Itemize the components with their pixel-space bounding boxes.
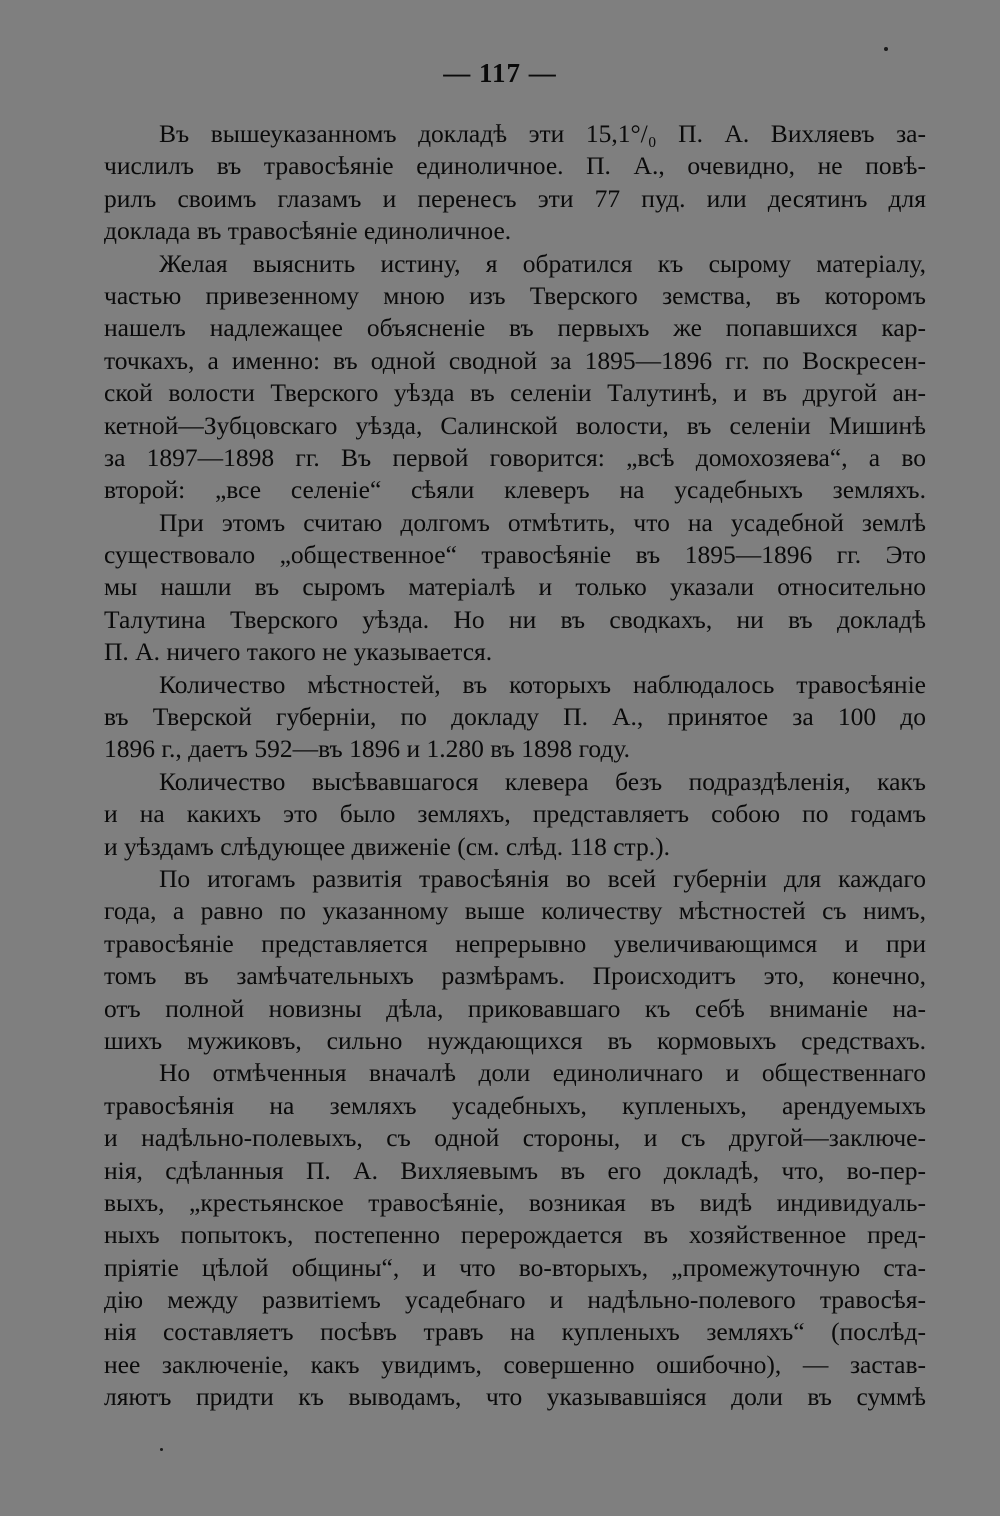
- text-line: выхъ, „крестьянское травосѣяніе, возникая въ видѣ индивидуаль-: [104, 1187, 926, 1217]
- text-line: нія, сдѣланныя П. А. Вихляевымъ въ его докладѣ, что, во-пер-: [104, 1155, 926, 1185]
- text-line: и уѣздамъ слѣдующее движеніе (см. слѣд. 118 стр.).: [104, 831, 670, 861]
- text-line: частью привезенному мною изъ Тверского земства, въ которомъ: [104, 280, 926, 310]
- text-line: Но отмѣченныя вначалѣ доли единоличнаго и общественнаго: [159, 1058, 926, 1088]
- text-line: 1896 г., даетъ 592—въ 1896 и 1.280 въ 1898 году.: [104, 734, 630, 764]
- text-line: нія составляетъ посѣвъ травъ на купленыхъ земляхъ“ (послѣд-: [104, 1317, 926, 1347]
- text-line: года, а равно по указанному выше количеству мѣстностей съ нимъ,: [104, 896, 926, 926]
- page-number: — 117 —: [443, 58, 557, 88]
- text-line: При этомъ считаю долгомъ отмѣтить, что на усадебной землѣ: [159, 507, 926, 537]
- text-line: отъ полной новизны дѣла, приковавшаго къ себѣ вниманіе на-: [104, 993, 926, 1023]
- text-line: въ Тверской губерніи, по докладу П. А., принятое за 100 до: [104, 702, 926, 732]
- text-line: существовало „общественное“ травосѣяніе въ 1895—1896 гг. Это: [104, 540, 926, 570]
- text-line: П. А. ничего такого не указывается.: [104, 637, 493, 667]
- text-line: Желая выяснить истину, я обратился къ сырому матеріалу,: [159, 248, 926, 278]
- text-line: рилъ своимъ глазамъ и перенесъ эти 77 пуд. или десятинъ для: [104, 183, 926, 213]
- paper-speck: [160, 1448, 163, 1451]
- text-line: ской волости Тверского уѣзда въ селеніи Талутинѣ, и въ другой ан-: [104, 378, 926, 408]
- text-line: Въ вышеуказанномъ докладѣ эти 15,1°/₀ П. А. Вихляевъ за-: [159, 119, 926, 148]
- text-line: ныхъ попытокъ, постепенно перерождается въ хозяйственное пред-: [104, 1220, 926, 1250]
- text-line: ляютъ придти къ выводамъ, что указывавшіяся доли въ суммѣ: [104, 1382, 926, 1412]
- text-line: Количество высѣвавшагося клевера безъ подраздѣленія, какъ: [159, 766, 926, 796]
- text-line: и надѣльно-полевыхъ, съ одной стороны, и съ другой—заключе-: [104, 1123, 926, 1153]
- text-line: По итогамъ развитія травосѣянія во всей губерніи для каждаго: [159, 863, 926, 893]
- text-line: кетной—Зубцовскаго уѣзда, Салинской волости, въ селеніи Мишинѣ: [104, 410, 926, 440]
- text-line: мы нашли въ сыромъ матеріалѣ и только указали относительно: [104, 572, 926, 602]
- text-line: травосѣянія на земляхъ усадебныхъ, купленыхъ, арендуемыхъ: [104, 1090, 926, 1120]
- paper-speck: [884, 47, 888, 51]
- text-line: пріятіе цѣлой общины“, и что во-вторыхъ, „промежуточную ста-: [104, 1252, 926, 1282]
- text-line: числилъ въ травосѣяніе единоличное. П. А., очевидно, не повѣ-: [104, 151, 926, 181]
- text-line: травосѣяніе представляется непрерывно увеличивающимся и при: [104, 928, 926, 958]
- text-line: доклада въ травосѣяніе единоличное.: [104, 216, 512, 246]
- text-line: точкахъ, а именно: въ одной сводной за 1895—1896 гг. по Воскресен-: [104, 345, 926, 375]
- text-line: и на какихъ это было земляхъ, представляетъ собою по годамъ: [104, 799, 926, 829]
- text-line: томъ въ замѣчательныхъ размѣрамъ. Происходитъ это, конечно,: [104, 961, 926, 991]
- text-line: нее заключеніе, какъ увидимъ, совершенно ошибочно), — застав-: [104, 1349, 926, 1379]
- text-line: Талутина Тверского уѣзда. Но ни въ сводкахъ, ни въ докладѣ: [104, 604, 926, 634]
- text-line: нашелъ надлежащее объясненіе въ первыхъ же попавшихся кар-: [104, 313, 926, 343]
- text-line: дію между развитіемъ усадебнаго и надѣльно-полевого травосѣя-: [104, 1285, 926, 1315]
- text-line: Количество мѣстностей, въ которыхъ наблюдалось травосѣяніе: [159, 669, 926, 699]
- text-line: шихъ мужиковъ, сильно нуждающихся въ кормовыхъ средствахъ.: [104, 1025, 926, 1055]
- text-line: за 1897—1898 гг. Въ первой говорится: „всѣ домохозяева“, а во: [104, 442, 926, 472]
- page-body-text: [104, 118, 926, 1414]
- text-line: второй: „все селеніе“ сѣяли клеверъ на усадебныхъ земляхъ.: [104, 475, 926, 505]
